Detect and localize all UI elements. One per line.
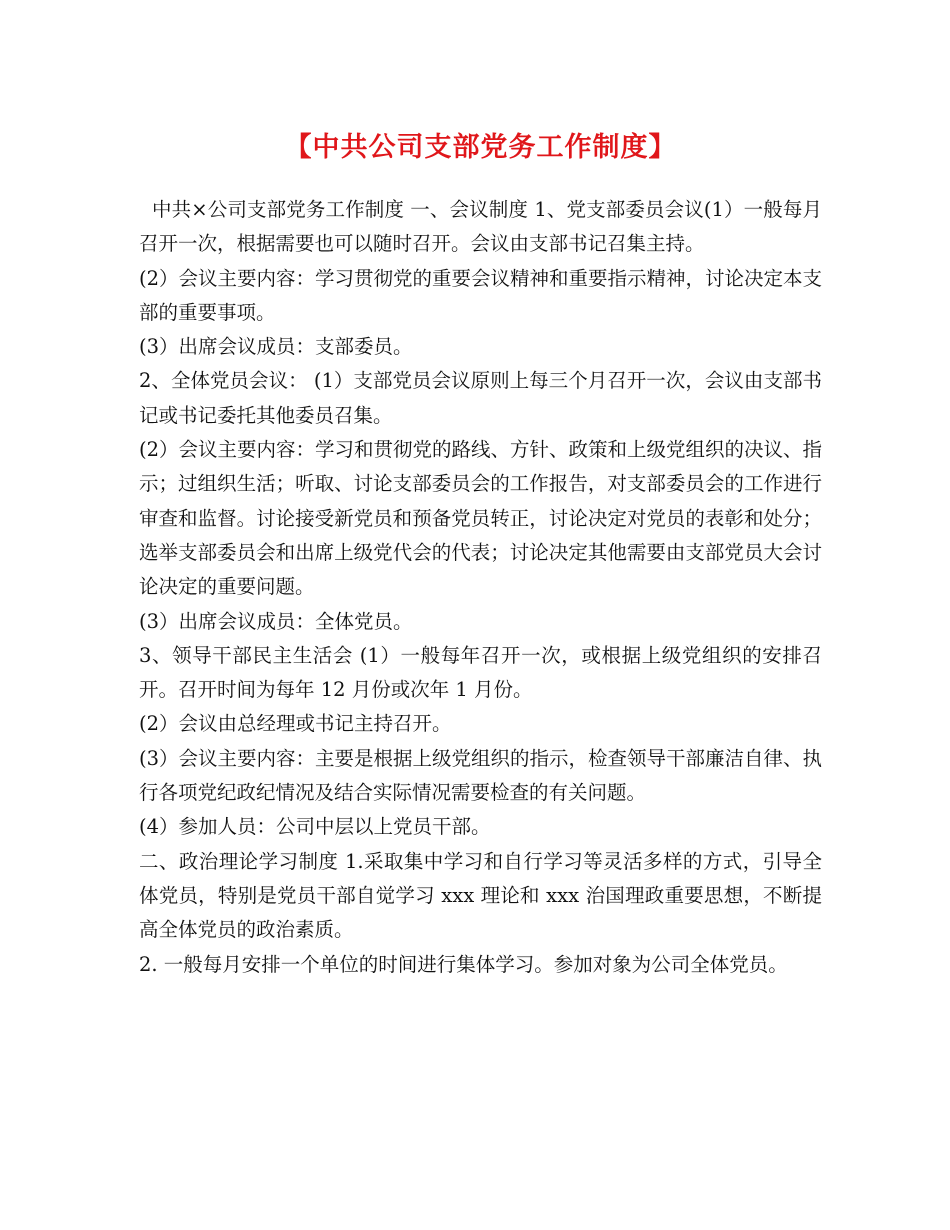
paragraph: (2）会议主要内容：学习和贯彻党的路线、方针、政策和上级党组织的决议、指示；过组织生活；听取、讨论支部委员会的工作报告，对支部委员会的工作进行审查和监督。讨论接受新党员和预备党员转正，讨论决定对党员的表彰和处分；选举支部委员会和出席上级党代会的代表；讨论决定其他需要由支部党员大会讨论决定的重要问题。 [139,438,823,599]
paragraph: 2、全体党员会议： (1）支部党员会议原则上每三个月召开一次，会议由支部书记或书记委托其他委员召集。 [139,369,822,427]
paragraph: (4）参加人员：公司中层以上党员干部。 [139,815,491,839]
paragraph: 中共×公司支部党务工作制度 一、会议制度 1、党支部委员会议(1）一般每月召开一次，根据需要也可以随时召开。会议由支部书记召集主持。 [139,198,822,256]
paragraph: 二、政治理论学习制度 1.采取集中学习和自行学习等灵活多样的方式，引导全体党员，特别是党员干部自觉学习 xxx 理论和 xxx 治国理政重要思想，不断提高全体党员的政治素质。 [139,849,822,942]
document-body [139,193,822,982]
paragraph: (3）出席会议成员：支部委员。 [139,335,413,359]
paragraph: 2. 一般每月安排一个单位的时间进行集体学习。参加对象为公司全体党员。 [139,952,788,976]
paragraph: (2）会议由总经理或书记主持召开。 [139,712,452,736]
document-title: 【中共公司支部党务工作制度】 [284,132,677,163]
paragraph: (3）出席会议成员：全体党员。 [139,609,413,633]
paragraph: (2）会议主要内容：学习贯彻党的重要会议精神和重要指示精神，讨论决定本支部的重要事项。 [139,266,823,324]
paragraph: 3、领导干部民主生活会 (1）一般每年召开一次，或根据上级党组织的安排召开。召开时间为每年 12 月份或次年 1 月份。 [139,643,822,702]
paragraph: (3）会议主要内容：主要是根据上级党组织的指示，检查领导干部廉洁自律、执行各项党纪政纪情况及结合实际情况需要检查的有关问题。 [139,746,823,805]
